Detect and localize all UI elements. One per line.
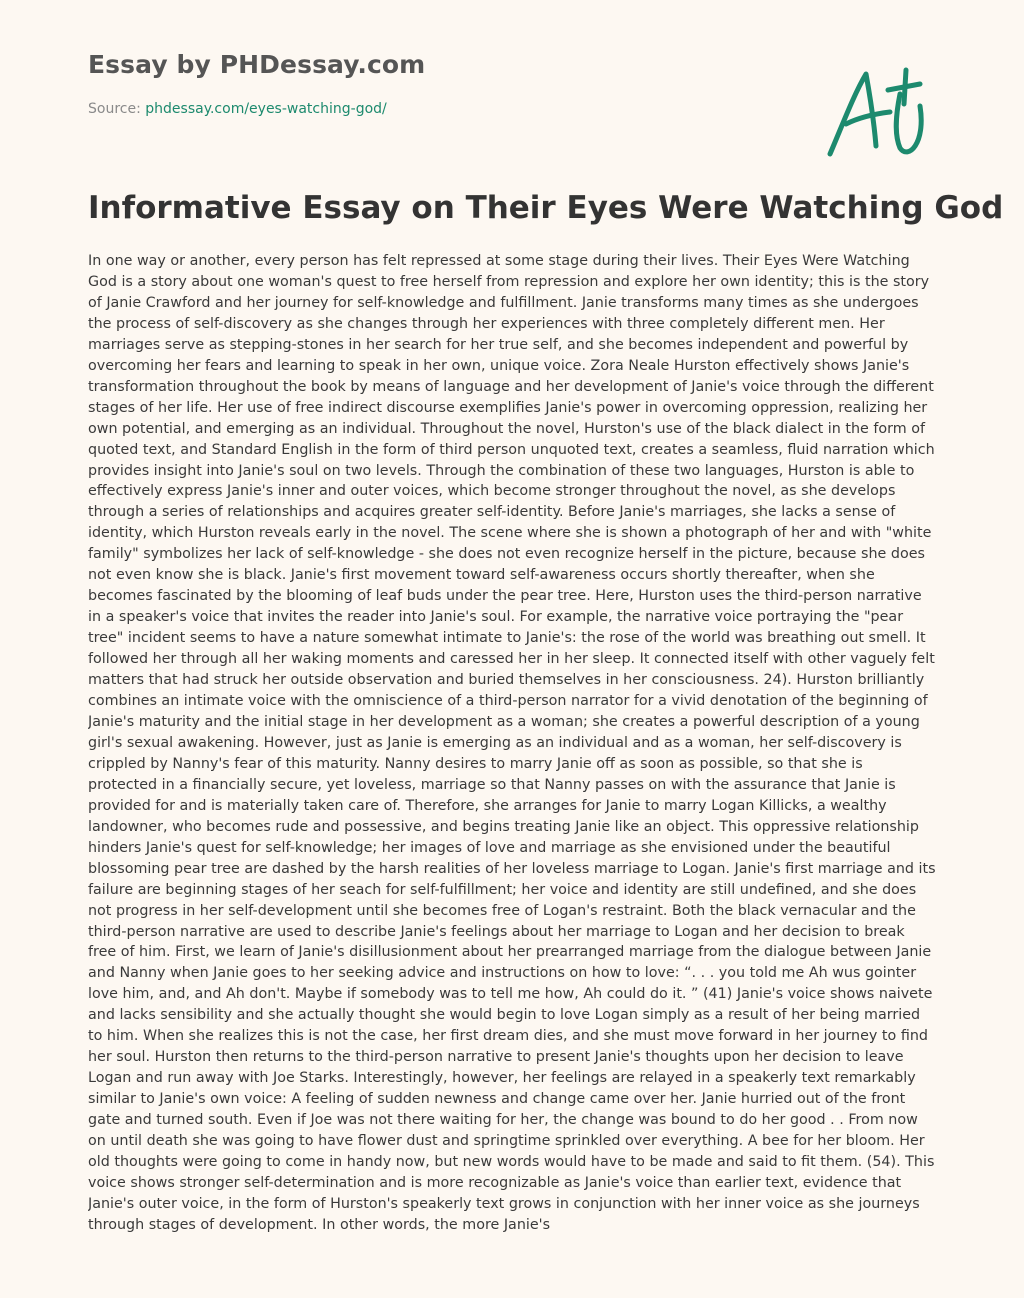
essay-paragraph: In one way or another, every person has felt repressed at some stage during their lives. Their Eyes Were Watching God is a story about one woman's quest to free herself from repression and explore her own identity; this is the story of Janie Crawford and her journey for self-knowledge and fulfillment. Janie transforms many times as she undergoes the process of self-discovery as she changes through her experiences with three completely different men. Her marriages serve as stepping-stones in her search for her true self, and she becomes independent and powerful by overcoming her fears and learning to speak in her own, unique voice. Zora Neale Hurston effectively shows Janie's transformation throughout the book by means of language and her development of Janie's voice through the different stages of her life. Her use of free indirect discourse exemplifies Janie's power in overcoming oppression, realizing her own potential, and emerging as an individual. Throughout the novel, Hurston's use of the black dialect in the form of quoted text, and Standard English in the form of third person unquoted text, creates a seamless, fluid narration which provides insight into Janie's soul on two levels. Through the combination of these two languages, Hurston is able to effectively express Janie's inner and outer voices, which become stronger throughout the novel, as she develops through a series of relationships and acquires greater self-identity. Before Janie's marriages, she lacks a sense of identity, which Hurston reveals early in the novel. The scene where she is shown a photograph of her and with "white family" symbolizes her lack of self-knowledge - she does not even recognize herself in the picture, because she does not even know she is black. Janie's first movement toward self-awareness occurs shortly thereafter, when she becomes fascinated by the blooming of leaf buds under the pear tree. Here, Hurston uses the third-person narrative in a speaker's voice that invites the reader into Janie's soul. For example, the narrative voice portraying the "pear tree" incident seems to have a nature somewhat intimate to Janie's: the rose of the world was breathing out smell. It followed her through all her waking moments and caressed her in her sleep. It connected itself with other vaguely felt matters that had struck her outside observation and buried themselves in her consciousness. 24). Hurston brilliantly combines an intimate voice with the omniscience of a third-person narrator for a vivid denotation of the beginning of Janie's maturity and the initial stage in her development as a woman; she creates a powerful description of a young girl's sexual awakening. However, just as Janie is emerging as an individual and as a woman, her self-discovery is crippled by Nanny's fear of this maturity. Nanny desires to marry Janie off as soon as possible, so that she is protected in a financially secure, yet loveless, marriage so that Nanny passes on with the assurance that Janie is provided for and is materially taken care of. Therefore, she arranges for Janie to marry Logan Killicks, a wealthy landowner, who becomes rude and possessive, and begins treating Janie like an object. This oppressive relationship hinders Janie's quest for self-knowledge; her images of love and marriage as she envisioned under the beautiful blossoming pear tree are dashed by the harsh realities of her loveless marriage to Logan. Janie's first marriage and its failure are beginning stages of her seach for self-fulfillment; her voice and identity are still undefined, and she does not progress in her self-development until she becomes free of Logan's restraint. Both the black vernacular and the third-person narrative are used to describe Janie's feelings about her marriage to Logan and her decision to break free of him. First, we learn of Janie's disillusionment about her prearranged marriage from the dialogue between Janie and Nanny when Janie goes to her seeking advice and instructions on how to love: “. . . you told me Ah wus gointer love him, and, and Ah don't. Maybe if somebody was to tell me how, Ah could do it. ” (41) Janie's voice shows naivete and lacks sensibility and she actually thought she would begin to love Logan simply as a result of her being married to him. When she realizes this is not the case, her first dream dies, and she must move forward in her journey to find her soul. Hurston then returns to the third-person narrative to present Janie's thoughts upon her decision to leave Logan and run away with Joe Starks. Interestingly, however, her feelings are relayed in a speakerly text remarkably similar to Janie's own voice: A feeling of sudden newness and change came over her. Janie hurried out of the front gate and turned south. Even if Joe was not there waiting for her, the change was bound to do her good . . From now on until death she was going to have flower dust and springtime sprinkled over everything. A bee for her bloom. Her old thoughts were going to come in handy now, but new words would have to be made and said to fit them. (54). This voice shows stronger self-determination and is more recognizable as Janie's voice than earlier text, evidence that Janie's outer voice, in the form of Hurston's speakerly text grows in conjunction with her inner voice as she journeys through stages of development. In other words, the more Janie's [88,253,936,1233]
essay-title: Informative Essay on Their Eyes Were Watching God [88,190,1004,226]
site-title: Essay by PHDessay.com [88,50,426,79]
source-link[interactable]: phdessay.com/eyes-watching-god/ [145,101,387,117]
source-label: Source: [88,101,141,117]
essay-body [88,251,936,1249]
source-line [88,101,387,117]
content-fade-overlay [0,1236,1024,1298]
a-plus-grade-icon [824,64,928,160]
